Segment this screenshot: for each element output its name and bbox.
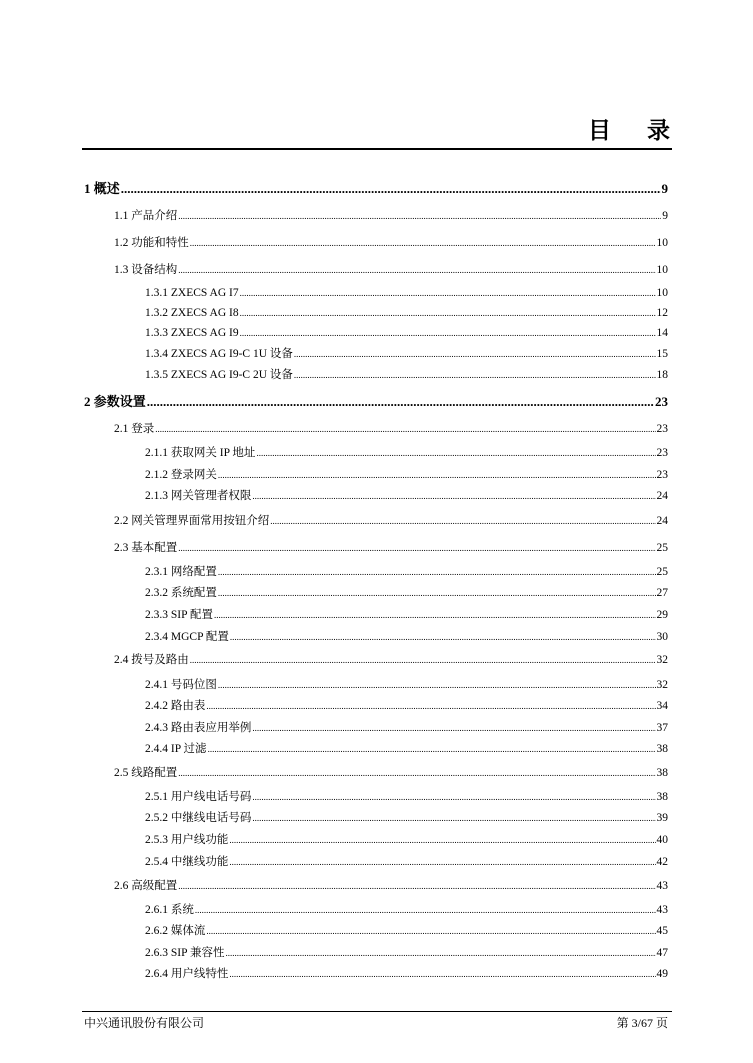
toc-entry-level-3[interactable] — [145, 305, 668, 321]
toc-entry-label: 2.1.1 获取网关 IP 地址 — [145, 447, 256, 459]
toc-entry-page-number: 23 — [655, 394, 668, 409]
toc-leader-dots — [229, 832, 655, 848]
toc-entry-level-1[interactable] — [84, 394, 668, 410]
toc-leader-dots — [190, 652, 656, 668]
toc-entry-label: 1.3.2 ZXECS AG I8 — [145, 307, 239, 319]
toc-entry-label: 2.6.1 系统 — [145, 904, 194, 916]
footer-company: 中兴通讯股份有限公司 — [84, 1016, 205, 1030]
toc-leader-dots — [240, 285, 656, 301]
toc-entry-label: 2 参数设置 — [84, 394, 146, 409]
toc-entry-label: 1.3.1 ZXECS AG I7 — [145, 287, 239, 299]
toc-leader-dots — [240, 305, 656, 321]
toc-leader-dots — [252, 488, 655, 504]
toc-leader-dots — [229, 966, 655, 982]
toc-entry-page-number: 25 — [656, 566, 668, 578]
toc-entry-level-2[interactable] — [114, 540, 668, 556]
toc-leader-dots — [214, 607, 656, 623]
toc-entry-page-number: 38 — [656, 791, 668, 803]
toc-entry-label: 1 概述 — [84, 181, 120, 196]
toc-entry-label: 2.5.4 中继线功能 — [145, 856, 229, 868]
toc-leader-dots — [178, 878, 655, 894]
toc-entry-level-3[interactable] — [145, 810, 668, 826]
toc-entry-page-number: 32 — [656, 654, 668, 666]
toc-entry-level-1[interactable] — [84, 181, 668, 197]
toc-entry-level-2[interactable] — [114, 235, 668, 251]
toc-entry-page-number: 34 — [656, 700, 668, 712]
footer-divider — [82, 1011, 672, 1012]
toc-entry-level-3[interactable] — [145, 902, 668, 918]
toc-entry-label: 2.5.1 用户线电话号码 — [145, 791, 252, 803]
toc-entry-level-2[interactable] — [114, 513, 668, 529]
toc-entry-page-number: 23 — [656, 447, 668, 459]
toc-leader-dots — [218, 585, 656, 601]
toc-leader-dots — [225, 945, 655, 961]
toc-leader-dots — [195, 902, 656, 918]
toc-entry-page-number: 9 — [662, 210, 668, 222]
toc-entry-label: 1.2 功能和特性 — [114, 237, 189, 249]
toc-entry-level-3[interactable] — [145, 346, 668, 362]
toc-entry-label: 2.5.2 中继线电话号码 — [145, 812, 252, 824]
toc-entry-page-number: 42 — [656, 856, 668, 868]
toc-entry-label: 2.4.4 IP 过滤 — [145, 743, 207, 755]
toc-entry-label: 2.1 登录 — [114, 423, 155, 435]
toc-entry-page-number: 27 — [656, 587, 668, 599]
toc-entry-level-3[interactable] — [145, 467, 668, 483]
toc-entry-page-number: 43 — [656, 904, 668, 916]
toc-entry-level-3[interactable] — [145, 832, 668, 848]
toc-leader-dots — [252, 720, 655, 736]
toc-leader-dots — [252, 810, 655, 826]
toc-entry-level-3[interactable] — [145, 945, 668, 961]
toc-leader-dots — [190, 235, 656, 251]
toc-entry-page-number: 24 — [656, 490, 668, 502]
toc-entry-page-number: 32 — [656, 679, 668, 691]
toc-entry-label: 2.2 网关管理界面常用按钮介绍 — [114, 515, 270, 527]
toc-entry-label: 2.3 基本配置 — [114, 542, 178, 554]
toc-leader-dots — [230, 629, 656, 645]
toc-entry-page-number: 9 — [661, 181, 668, 196]
toc-entry-page-number: 38 — [656, 767, 668, 779]
toc-entry-level-3[interactable] — [145, 488, 668, 504]
toc-entry-label: 2.4.3 路由表应用举例 — [145, 722, 252, 734]
toc-entry-page-number: 23 — [656, 423, 668, 435]
toc-entry-page-number: 25 — [656, 542, 668, 554]
toc-entry-page-number: 12 — [656, 307, 668, 319]
toc-entry-page-number: 39 — [656, 812, 668, 824]
toc-entry-page-number: 40 — [656, 834, 668, 846]
toc-leader-dots — [218, 467, 656, 483]
toc-entry-label: 1.3.5 ZXECS AG I9-C 2U 设备 — [145, 369, 293, 381]
toc-entry-page-number: 24 — [656, 515, 668, 527]
toc-entry-level-3[interactable] — [145, 607, 668, 623]
toc-entry-page-number: 29 — [656, 609, 668, 621]
toc-entry-label: 1.3 设备结构 — [114, 264, 178, 276]
toc-entry-page-number: 49 — [656, 968, 668, 980]
toc-entry-page-number: 37 — [656, 722, 668, 734]
toc-leader-dots — [252, 789, 655, 805]
toc-leader-dots — [218, 677, 656, 693]
page-title: 目 录 — [587, 118, 684, 144]
toc-entry-label: 2.3.2 系统配置 — [145, 587, 217, 599]
toc-entry-level-3[interactable] — [145, 966, 668, 982]
toc-entry-page-number: 18 — [656, 369, 668, 381]
toc-leader-dots — [218, 564, 656, 580]
toc-entry-level-3[interactable] — [145, 585, 668, 601]
toc-leader-dots — [155, 421, 655, 437]
toc-entry-level-3[interactable] — [145, 698, 668, 714]
toc-entry-label: 2.4 拨号及路由 — [114, 654, 189, 666]
toc-entry-label: 1.3.3 ZXECS AG I9 — [145, 327, 239, 339]
toc-entry-level-3[interactable] — [145, 564, 668, 580]
toc-entry-page-number: 43 — [656, 880, 668, 892]
toc-entry-label: 2.6.2 媒体流 — [145, 925, 206, 937]
toc-entry-level-3[interactable] — [145, 367, 668, 383]
toc-entry-label: 2.1.3 网关管理者权限 — [145, 490, 252, 502]
toc-entry-label: 2.6 高级配置 — [114, 880, 178, 892]
toc-entry-level-2[interactable] — [114, 262, 668, 278]
toc-entry-page-number: 38 — [656, 743, 668, 755]
toc-entry-level-2[interactable] — [114, 878, 668, 894]
toc-leader-dots — [270, 513, 655, 529]
toc-entry-label: 2.4.1 号码位图 — [145, 679, 217, 691]
toc-leader-dots — [294, 346, 656, 362]
toc-entry-page-number: 10 — [656, 287, 668, 299]
toc-entry-page-number: 14 — [656, 327, 668, 339]
toc-entry-label: 2.3.1 网络配置 — [145, 566, 217, 578]
toc-entry-level-3[interactable] — [145, 854, 668, 870]
toc-leader-dots — [206, 698, 655, 714]
toc-entry-level-3[interactable] — [145, 677, 668, 693]
toc-entry-page-number: 10 — [656, 237, 668, 249]
toc-entry-page-number: 10 — [656, 264, 668, 276]
toc-entry-page-number: 30 — [656, 631, 668, 643]
toc-entry-page-number: 23 — [656, 469, 668, 481]
toc-entry-level-2[interactable] — [114, 208, 668, 224]
toc-entry-label: 2.4.2 路由表 — [145, 700, 206, 712]
toc-entry-level-3[interactable] — [145, 720, 668, 736]
toc-entry-label: 2.1.2 登录网关 — [145, 469, 217, 481]
toc-entry-level-3[interactable] — [145, 325, 668, 341]
toc-entry-level-2[interactable] — [114, 652, 668, 668]
toc-leader-dots — [229, 854, 655, 870]
toc-entry-page-number: 45 — [656, 925, 668, 937]
toc-entry-label: 2.5 线路配置 — [114, 767, 178, 779]
toc-leader-dots — [178, 208, 661, 224]
toc-leader-dots — [208, 741, 656, 757]
toc-entry-level-3[interactable] — [145, 923, 668, 939]
toc-leader-dots — [256, 445, 655, 461]
toc-leader-dots — [294, 367, 656, 383]
toc-entry-label: 2.3.4 MGCP 配置 — [145, 631, 229, 643]
toc-entry-level-3[interactable] — [145, 285, 668, 301]
toc-leader-dots — [178, 262, 655, 278]
toc-entry-label: 2.5.3 用户线功能 — [145, 834, 229, 846]
toc-entry-label: 1.1 产品介绍 — [114, 210, 178, 222]
toc-entry-page-number: 15 — [656, 348, 668, 360]
footer-page-number: 第 3/67 页 — [616, 1016, 668, 1030]
toc-entry-level-2[interactable] — [114, 421, 668, 437]
toc-entry-label: 2.6.4 用户线特性 — [145, 968, 229, 980]
toc-entry-level-2[interactable] — [114, 765, 668, 781]
toc-entry-level-3[interactable] — [145, 789, 668, 805]
toc-leader-dots — [206, 923, 655, 939]
toc-entry-label: 2.6.3 SIP 兼容性 — [145, 947, 225, 959]
toc-entry-level-3[interactable] — [145, 741, 668, 757]
toc-entry-level-3[interactable] — [145, 629, 668, 645]
toc-leader-dots — [240, 325, 656, 341]
toc-leader-dots — [147, 394, 654, 410]
toc-leader-dots — [121, 181, 661, 197]
toc-leader-dots — [178, 540, 655, 556]
toc-entry-label: 1.3.4 ZXECS AG I9-C 1U 设备 — [145, 348, 293, 360]
toc-entry-page-number: 47 — [656, 947, 668, 959]
toc-leader-dots — [178, 765, 655, 781]
toc-entry-level-3[interactable] — [145, 445, 668, 461]
toc-entry-label: 2.3.3 SIP 配置 — [145, 609, 213, 621]
